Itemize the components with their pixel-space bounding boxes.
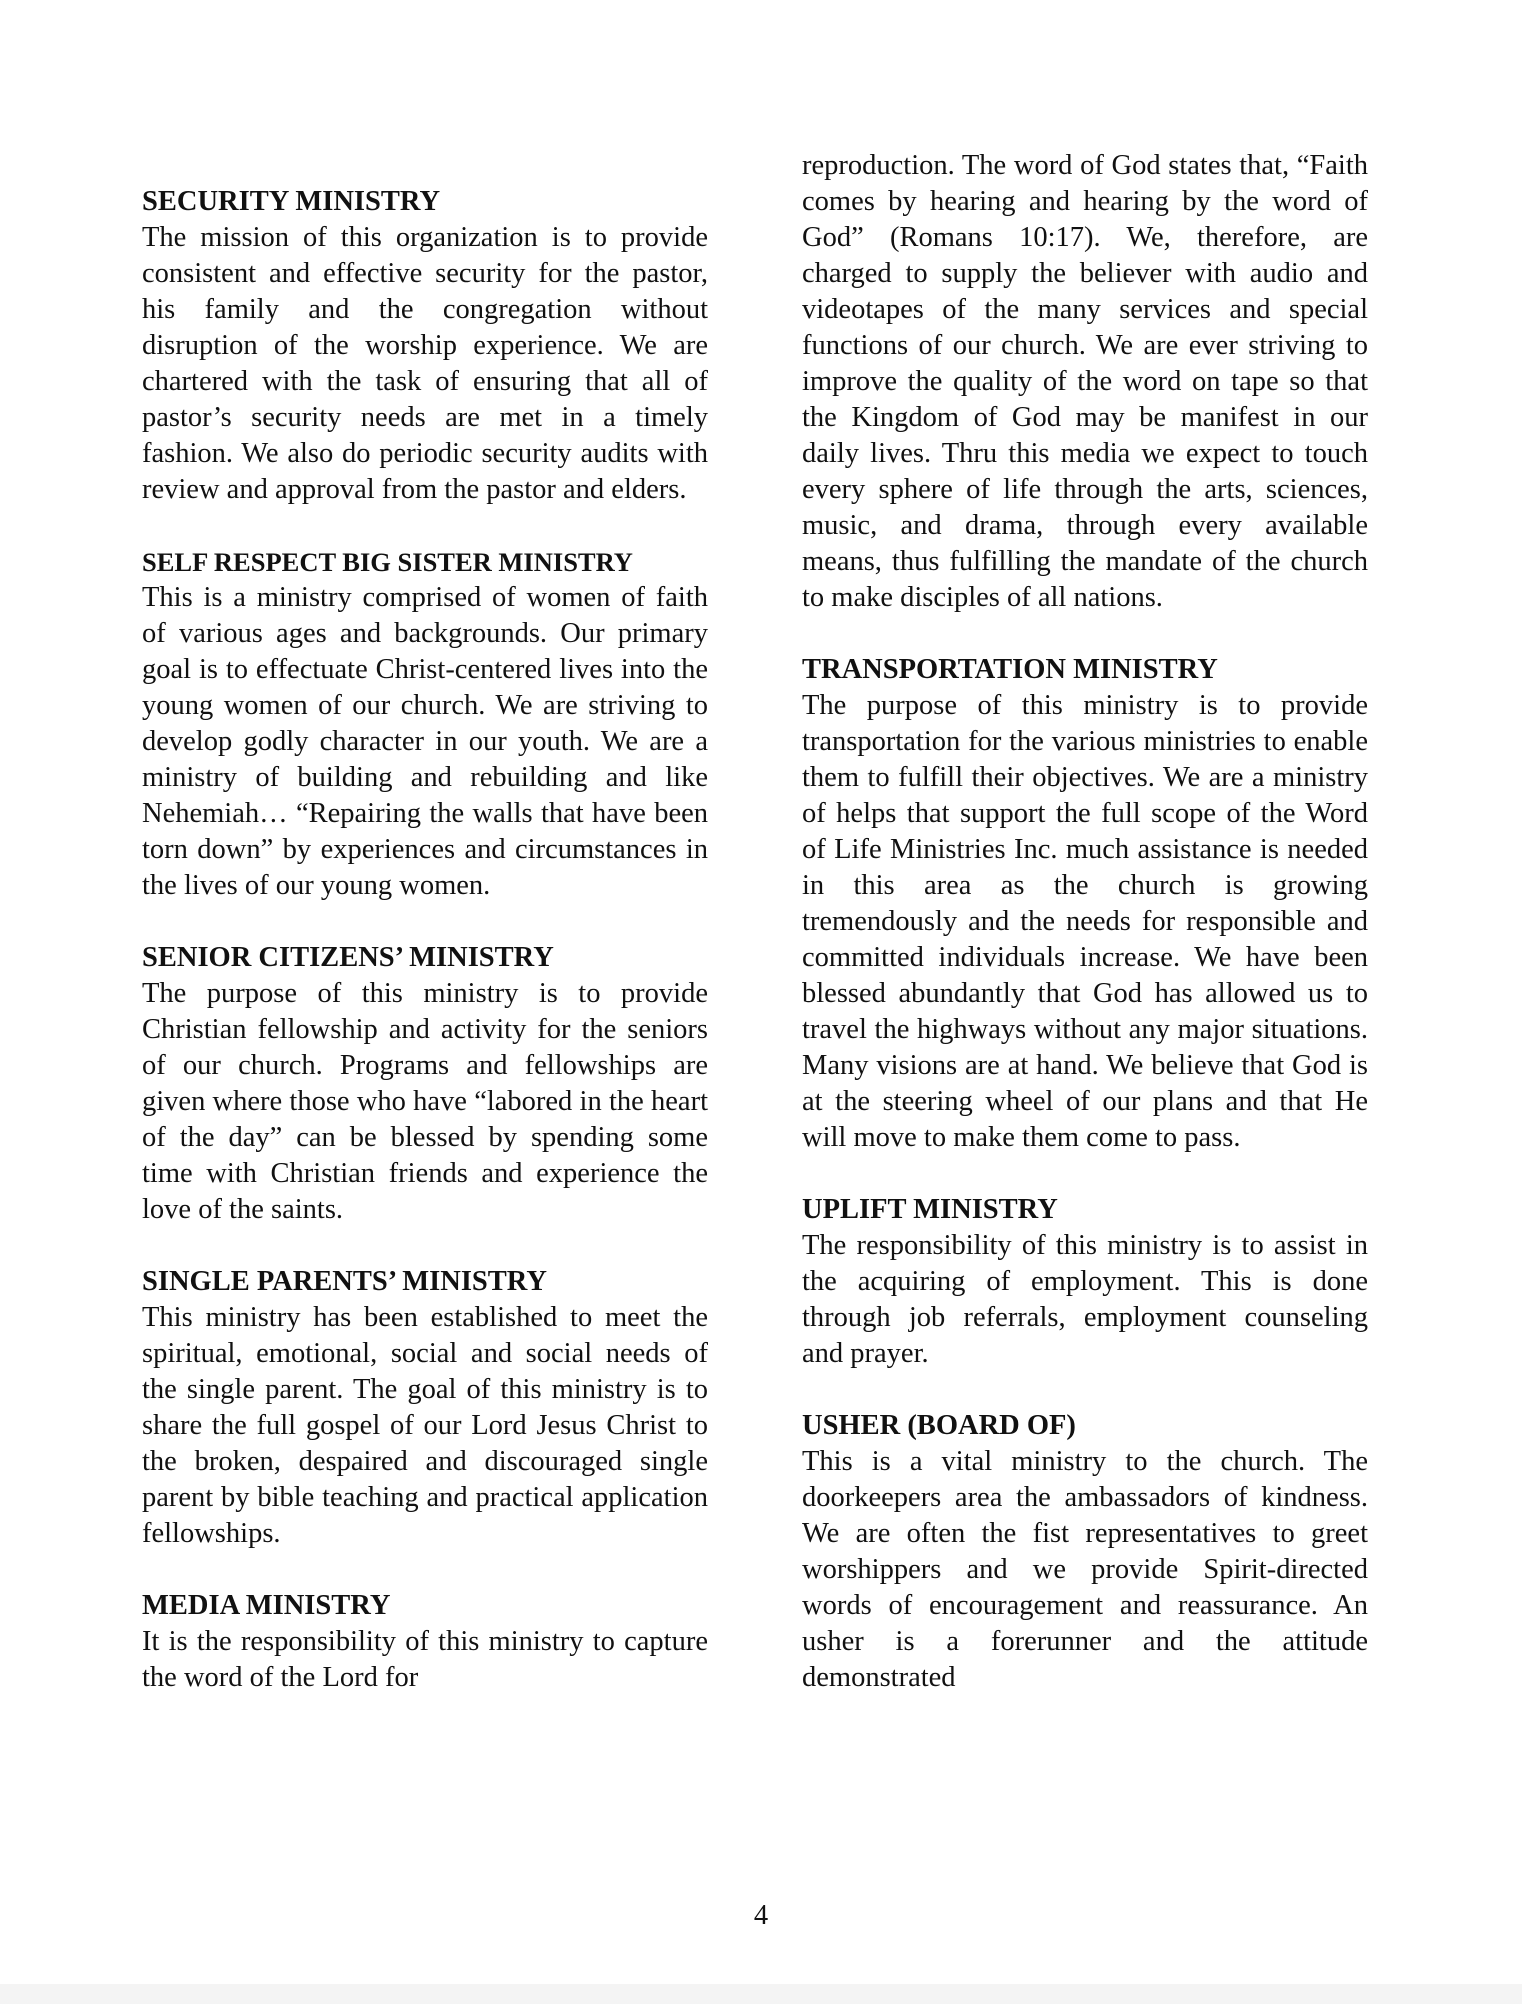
left-column <box>142 184 708 1732</box>
section-heading: SINGLE PARENTS’ MINISTRY <box>142 1266 547 1297</box>
section-body: The responsibility of this ministry is to assist in the acquiring of employment. This is done through job referrals, employment counseling and prayer. <box>802 1230 1368 1369</box>
section-self-respect-big-sister-ministry <box>142 544 708 904</box>
viewer-bottom-edge <box>0 1984 1522 2004</box>
section-body: The mission of this organization is to provide consistent and effective security for the pastor, his family and the congregation without disruption of the worship experience. We are chartered with the task of ensuring that all of pastor’s security needs are met in a timely fashion. We also do periodic security audits with review and approval from the pastor and elders. <box>142 222 708 505</box>
section-media-ministry <box>142 1588 708 1696</box>
section-single-parents-ministry <box>142 1264 708 1552</box>
section-heading: TRANSPORTATION MINISTRY <box>802 654 1218 685</box>
section-body: It is the responsibility of this ministry to capture the word of the Lord for <box>142 1626 708 1693</box>
section-security-ministry <box>142 184 708 508</box>
section-senior-citizens-ministry <box>142 940 708 1228</box>
media-ministry-continuation <box>802 148 1368 616</box>
section-body: The purpose of this ministry is to provide Christian fellowship and activity for the seniors of our church. Programs and fellowships are given where those who have “labored in the heart of the day” can be blessed by spending some time with Christian friends and experience the love of the saints. <box>142 978 708 1225</box>
section-heading: SECURITY MINISTRY <box>142 186 441 217</box>
section-body: This ministry has been established to meet the spiritual, emotional, social and social needs of the single parent. The goal of this ministry is to share the full gospel of our Lord Jesus Christ to the broken, despaired and discouraged single parent by bible teaching and practical application fellowships. <box>142 1302 708 1549</box>
section-body: This is a vital ministry to the church. The doorkeepers area the ambassadors of kindness. We are often the fist representatives to greet worshippers and we provide Spirit-directed words of encouragement and reassurance. An usher is a forerunner and the attitude demonstrated <box>802 1446 1368 1693</box>
section-heading: UPLIFT MINISTRY <box>802 1194 1058 1225</box>
section-usher-board <box>802 1408 1368 1696</box>
section-heading: USHER (BOARD OF) <box>802 1410 1076 1441</box>
right-column <box>802 148 1368 1732</box>
continued-paragraph: reproduction. The word of God states that, “Faith comes by hearing and hearing by the word of God” (Romans 10:17). We, therefore, are charged to supply the believer with audio and videotapes of the many services and special functions of our church. We are ever striving to improve the quality of the word on tape so that the Kingdom of God may be manifest in our daily lives. Thru this media we expect to touch every sphere of life through the arts, sciences, music, and drama, through every available means, thus fulfilling the mandate of the church to make disciples of all nations. <box>802 150 1368 613</box>
section-transportation-ministry <box>802 652 1368 1156</box>
section-heading: SELF RESPECT BIG SISTER MINISTRY <box>142 547 633 577</box>
section-uplift-ministry <box>802 1192 1368 1372</box>
section-body: The purpose of this ministry is to provide transportation for the various ministries to enable them to fulfill their objectives. We are a ministry of helps that support the full scope of the Word of Life Ministries Inc. much assistance is needed in this area as the church is growing tremendously and the needs for responsible and committed individuals increase. We have been blessed abundantly that God has allowed us to travel the highways without any major situations. Many visions are at hand. We believe that God is at the steering wheel of our plans and that He will move to make them come to pass. <box>802 690 1368 1153</box>
section-heading: SENIOR CITIZENS’ MINISTRY <box>142 942 554 973</box>
section-heading: MEDIA MINISTRY <box>142 1590 391 1621</box>
page-number: 4 <box>753 1900 769 1931</box>
section-body: This is a ministry comprised of women of faith of various ages and backgrounds. Our primary goal is to effectuate Christ-centered lives into the young women of our church. We are striving to develop godly character in our youth. We are a ministry of building and rebuilding and like Nehemiah… “Repairing the walls that have been torn down” by experiences and circumstances in the lives of our young women. <box>142 582 708 901</box>
